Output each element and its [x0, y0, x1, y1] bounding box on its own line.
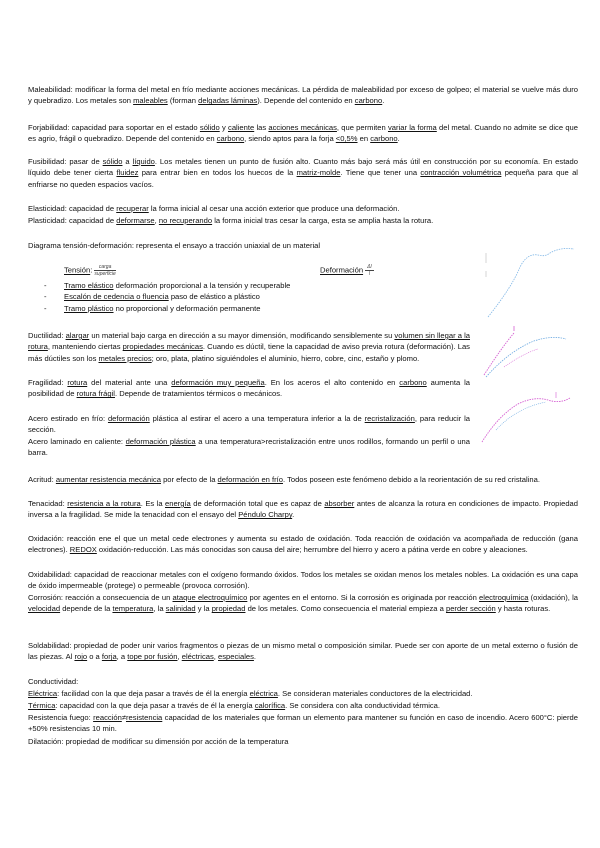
acero-estirado-sketch	[476, 384, 576, 446]
maleabilidad-paragraph: Maleabilidad: modificar la forma del metal en frío mediante acciones mecánicas. La pérdida de maleabilidad por exceso de golpeo; el material se vuelve más duro y quebradizo. Los metales son maleables (forman delgadas láminas). Depende del contenido en carbono.	[28, 85, 578, 106]
tension-formula: $\frac{\text{carga}}{\text{superficie}}$	[94, 264, 116, 277]
diagrama-list	[44, 280, 290, 314]
corrosion-paragraph: Corrosión: reacción a consecuencia de un ataque electroquímico por agentes en el entorno. Si la corrosión es originada por reacción electroquímica (oxidación), la velocidad depende de la temperatura, la salinidad y la propiedad de los metales. Como consecuencia el material empieza a perder sección y hasta roturas.	[28, 593, 578, 614]
fragilidad-paragraph: Fragilidad: rotura del material ante una deformación muy pequeña. En los aceros el alto contenido en carbono aumenta la posibilidad de rotura frágil. Depende de tratamientos térmicos o mecánicos.	[28, 378, 470, 399]
diagrama-paragraph: Diagrama tensión-deformación: representa el ensayo a tracción uniaxial de un material	[28, 241, 321, 250]
ductilidad-paragraph: Ductilidad: alargar un material bajo carga en dirección a su mayor dimensión, modificando sensiblemente su volumen sin llegar a la rotura, manteniendo ciertas propiedades mecánicas. Cuando es dúctil, tiene la capacidad de aviso previa rotura (deformación). Las más dúctiles son los metales precios; oro, plata, platino siguiéndoles el aluminio, hierro, cobre, cinc, estaño y plomo.	[28, 331, 470, 363]
plasticidad-paragraph: Plasticidad: capacidad de deformarse, no recuperando la forma inicial tras cesar la carga, esta se amplia hasta la rotura.	[28, 216, 434, 225]
soldabilidad-paragraph: Soldabilidad: propiedad de poder unir varios fragmentos o piezas de un mismo metal o composición similar. Puede ser con aporte de un metal externo o fusión de las piezas. Al rojo o a forja, a tope por fusión, eléctricas, especiales.	[28, 641, 578, 662]
conductividad-termica: Térmica: capacidad con la que deja pasar a través de él la energía calorífica. Se considera con alta conductividad térmica.	[28, 701, 441, 710]
tenacidad-paragraph: Tenacidad: resistencia a la rotura. Es la energía de deformación total que es capaz de absorber antes de alcanza la rotura en condiciones de impacto. Propiedad inversa a la fragilidad. Se mide la tenacidad con el ensayo del Péndulo Charpy.	[28, 499, 578, 520]
acritud-paragraph: Acritud: aumentar resistencia mecánica por efecto de la deformación en frío. Todos poseen este fenómeno debido a la reorientación de su red cristalina.	[28, 475, 540, 484]
dilatacion-paragraph: Dilatación: propiedad de modificar su dimensión por acción de la temperatura	[28, 737, 289, 746]
tension-label: Tensión	[64, 265, 91, 275]
deformacion-formula: $\frac{\Delta l}{l}$	[367, 264, 372, 277]
conductividad-electrica: Eléctrica: facilidad con la que deja pasar a través de él la energía eléctrica. Se consideran materiales conductores de la electricidad.	[28, 689, 473, 698]
resistencia-fuego-paragraph: Resistencia fuego: reacción≠resistencia capacidad de los materiales que forman un elemento para mantener su función en caso de incendio. Acero 600°C: pierde +50% resistencias 10 min.	[28, 713, 578, 734]
forjabilidad-paragraph: Forjabilidad: capacidad para soportar en el estado sólido y caliente las acciones mecánicas, que permiten variar la forma del metal. Cuando no admite se dice que es agrio, frágil o quebradizo. Depende del contenido en carbono, siendo aptos para la forja <0,5% en carbono.	[28, 123, 578, 144]
fusibilidad-paragraph: Fusibilidad: pasar de sólido a líquido. Los metales tienen un punto de fusión alto. Cuanto más bajo será más útil en construcción por su economía. En estado líquido debe tener cierta fluidez para entrar bien en todos los huecos de la matriz-molde. Tiene que tener una contracción volumétrica pequeña para que al enfriarse no queden espacios vacíos.	[28, 157, 578, 189]
ductility-sketch	[474, 323, 574, 383]
stress-strain-sketch	[482, 243, 577, 323]
deformacion-label: Deformación	[320, 265, 364, 275]
oxidabilidad-paragraph: Oxidabilidad: capacidad de reaccionar metales con el oxígeno formando óxidos. Todos los metales se oxidan menos los metales nobles. La oxidación es una capa de óxido impermeable (protege) o permeable (provoca corrosión).	[28, 570, 578, 591]
list-item: - Escalón de cedencia o fluencia paso de elástico a plástico	[44, 291, 290, 302]
acero-estirado-paragraph: Acero estirado en frío: deformación plástica al estirar el acero a una temperatura inferior a la de recristalización, para reducir la sección.	[28, 414, 470, 435]
conductividad-title: Conductividad:	[28, 677, 79, 686]
acero-laminado-paragraph: Acero laminado en caliente: deformación plástica a una temperatura>recristalización entre unos rodillos, formando un perfil o una barra.	[28, 437, 470, 458]
list-item: - Tramo elástico deformación proporcional a la tensión y recuperable	[44, 280, 290, 291]
elasticidad-paragraph: Elasticidad: capacidad de recuperar la forma inicial al cesar una acción exterior que produce una deformación.	[28, 204, 400, 213]
oxidacion-paragraph: Oxidación: reacción ene el que un metal cede electrones y aumenta su estado de oxidación. Toda reacción de oxidación va acompañada de reducción (gana electrones). REDOX oxidación-reducción. Las más conocidas son causa del aire; herrumbre del hierro y acero a pátina verde en cobre y aleaciones.	[28, 534, 578, 555]
tension-deformacion-row: Tensión: $\frac{\text{carga}}{\text{superficie}}$ Deformación $\frac{\Delta l}{l}$	[64, 264, 372, 277]
list-item: - Tramo plástico no proporcional y deformación permanente	[44, 303, 290, 314]
